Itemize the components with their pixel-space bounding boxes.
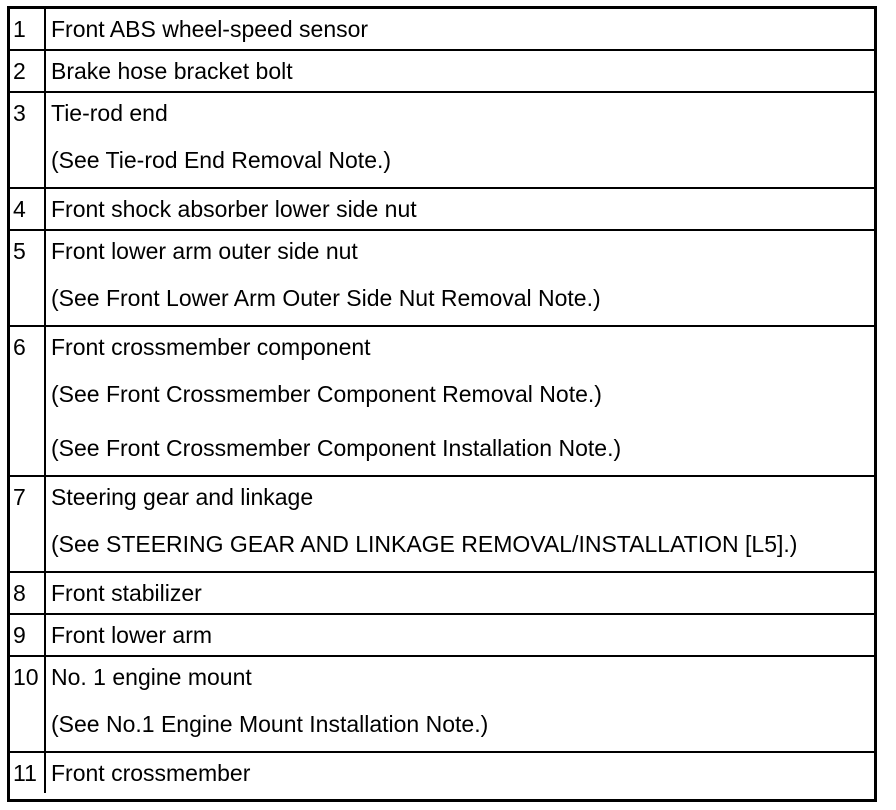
table-row: [10, 573, 874, 615]
item-note: (See Tie-rod End Removal Note.): [51, 147, 392, 173]
item-note: (See STEERING GEAR AND LINKAGE REMOVAL/INSTALLATION [L5].): [51, 531, 798, 557]
table-row: [10, 93, 874, 189]
item-title: Tie-rod end: [51, 100, 168, 126]
item-cell: [46, 9, 874, 49]
item-number: 4: [10, 189, 46, 229]
table-row: [10, 327, 874, 477]
table-row: [10, 51, 874, 93]
table-row: [10, 615, 874, 657]
item-note: (See Front Crossmember Component Removal Note.): [51, 381, 602, 407]
item-title: No. 1 engine mount: [51, 664, 252, 690]
item-number: 10: [10, 657, 46, 751]
item-title: Steering gear and linkage: [51, 484, 314, 510]
item-number: 6: [10, 327, 46, 475]
item-title: Front lower arm: [51, 622, 213, 648]
item-cell: [46, 189, 874, 229]
item-note: (See Front Crossmember Component Installation Note.): [51, 435, 622, 461]
parts-table: [7, 6, 877, 802]
table-row: [10, 231, 874, 327]
item-cell: [46, 93, 874, 187]
item-title: Front crossmember: [51, 760, 251, 786]
item-title: Front crossmember component: [51, 334, 371, 360]
item-title: Front ABS wheel-speed sensor: [51, 16, 369, 42]
item-number: 8: [10, 573, 46, 613]
item-title: Brake hose bracket bolt: [51, 58, 293, 84]
item-number: 2: [10, 51, 46, 91]
item-cell: [46, 327, 874, 475]
item-number: 5: [10, 231, 46, 325]
item-cell: [46, 51, 874, 91]
item-title: Front stabilizer: [51, 580, 202, 606]
table-row: [10, 753, 874, 793]
item-number: 11: [10, 753, 46, 793]
item-number: 3: [10, 93, 46, 187]
item-cell: [46, 615, 874, 655]
item-cell: [46, 753, 874, 793]
item-number: 7: [10, 477, 46, 571]
table-row: [10, 9, 874, 51]
item-note: (See No.1 Engine Mount Installation Note.): [51, 711, 489, 737]
table-row: [10, 477, 874, 573]
item-number: 1: [10, 9, 46, 49]
item-title: Front shock absorber lower side nut: [51, 196, 417, 222]
item-title: Front lower arm outer side nut: [51, 238, 358, 264]
item-number: 9: [10, 615, 46, 655]
table-row: [10, 189, 874, 231]
item-cell: [46, 231, 874, 325]
table-row: [10, 657, 874, 753]
item-cell: [46, 477, 874, 571]
item-cell: [46, 657, 874, 751]
item-note: (See Front Lower Arm Outer Side Nut Removal Note.): [51, 285, 601, 311]
item-cell: [46, 573, 874, 613]
